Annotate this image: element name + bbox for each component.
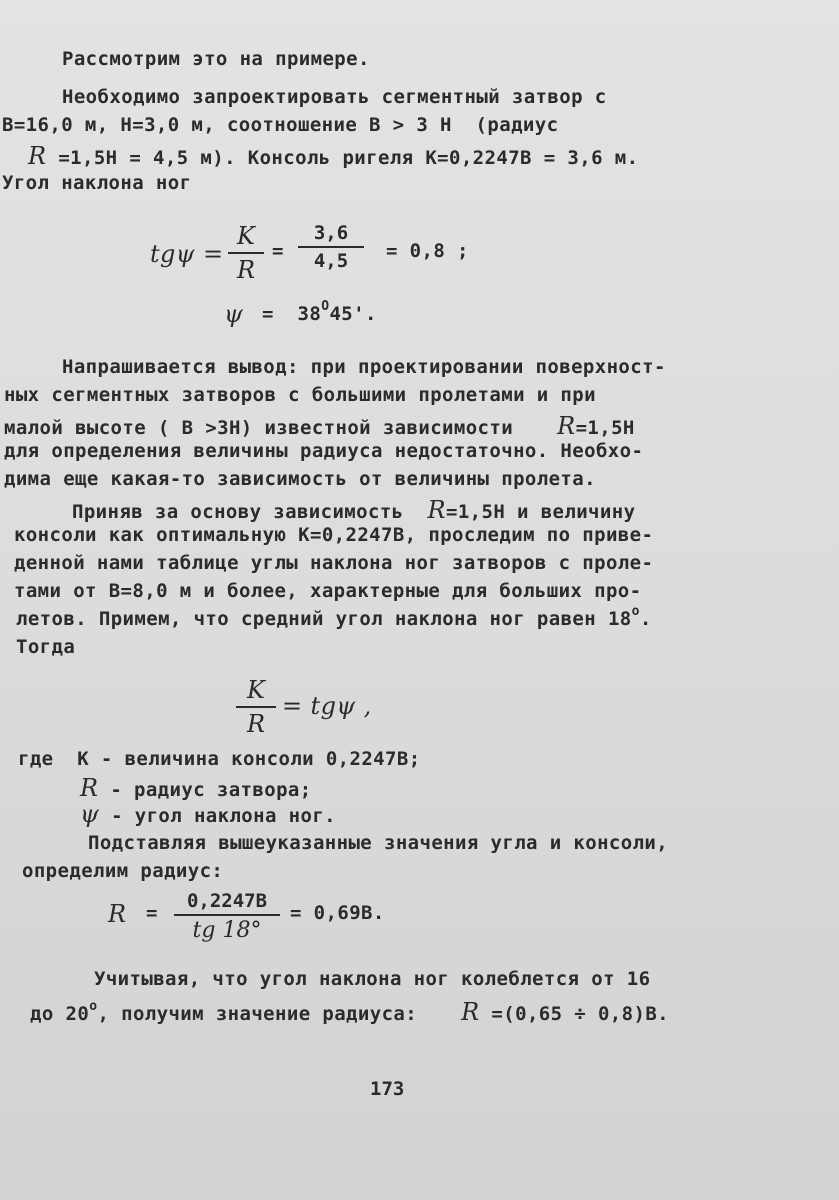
- radius-symbol: R: [427, 496, 446, 524]
- psi-symbol: ψ: [80, 800, 100, 828]
- fraction-numerator: 0,2247В: [186, 890, 268, 912]
- text-span: - радиус затвора;: [110, 779, 312, 801]
- text-line: денной нами таблице углы наклона ног затворов с проле-: [14, 552, 654, 574]
- text-span: летов. Примем, что средний угол наклона ног равен 18: [16, 608, 632, 630]
- text-line: для определения величины радиуса недостаточно. Необхо-: [4, 440, 644, 462]
- text-span: =(0,65 ÷ 0,8)В.: [491, 1003, 670, 1025]
- psi-symbol: ψ: [224, 300, 244, 328]
- radius-symbol: R: [461, 998, 480, 1026]
- text-line: тами от В=8,0 м и более, характерные для больших про-: [14, 580, 642, 602]
- fraction-denominator: R: [236, 256, 256, 284]
- text-line: Тогда: [16, 636, 76, 658]
- degree-mark: o: [89, 999, 98, 1014]
- text-line: [80, 800, 336, 828]
- text-line: [16, 604, 652, 630]
- fraction-k-over-r: [236, 676, 276, 738]
- formula-result: = 0,69В.: [290, 902, 385, 924]
- fraction-bar: [298, 246, 364, 248]
- text-span: - угол наклона ног.: [111, 805, 337, 827]
- degree-mark: o: [631, 604, 640, 619]
- equals-sign: =: [272, 240, 284, 262]
- equals-sign: =: [146, 902, 158, 924]
- text-span: =1,5Н = 4,5 м). Консоль ригеля К=0,2247В = 3,6 м.: [46, 147, 639, 169]
- text-span: малой высоте ( В >3Н) известной зависимости: [4, 417, 514, 439]
- text-span: где К: [18, 748, 90, 770]
- text-line: Рассмотрим это на примере.: [62, 48, 370, 70]
- text-span: .: [639, 608, 652, 630]
- fraction-radius: [174, 890, 280, 943]
- text-span: - величина консоли 0,2247В;: [100, 748, 421, 770]
- text-span: =1,5Н: [575, 417, 635, 439]
- text-line: [72, 496, 635, 524]
- text-span: до 20: [30, 1003, 90, 1025]
- text-line: определим радиус:: [22, 860, 224, 882]
- text-line: Угол наклона ног: [2, 172, 192, 194]
- fraction-denominator: tg 18°: [192, 918, 262, 943]
- text-span: Приняв за основу зависимость: [72, 501, 404, 523]
- angle-value: [262, 299, 377, 325]
- formula-result: = 0,8 ;: [386, 240, 469, 262]
- degree-mark: O: [321, 299, 330, 314]
- formula-tg-rhs: = tgψ ,: [282, 692, 372, 720]
- fraction-numerator: 3,6: [313, 222, 349, 244]
- text-line: Необходимо запроектировать сегментный затвор с: [62, 86, 607, 108]
- text-line: Напрашивается вывод: при проектировании поверхност-: [62, 356, 666, 378]
- fraction-numerator: K: [247, 676, 265, 704]
- fraction-3-6-over-4-5: [298, 222, 364, 272]
- text-span: = 38: [262, 303, 322, 325]
- text-line: [30, 998, 669, 1026]
- text-line: [18, 748, 421, 770]
- text-line: [28, 142, 638, 170]
- radius-symbol: R: [557, 412, 576, 440]
- fraction-bar: [236, 706, 276, 708]
- text-line: [4, 412, 635, 440]
- text-span: 45'.: [329, 303, 377, 325]
- radius-symbol: R: [80, 774, 99, 802]
- text-line: консоли как оптимальную К=0,2247В, проследим по приве-: [14, 524, 654, 546]
- fraction-bar: [174, 914, 280, 916]
- fraction-numerator: K: [237, 222, 255, 250]
- fraction-denominator: 4,5: [313, 250, 349, 272]
- fraction-k-over-r: [228, 222, 264, 284]
- text-line: [80, 774, 312, 802]
- text-line: Подставляя вышеуказанные значения угла и консоли,: [88, 832, 669, 854]
- text-line: Учитывая, что угол наклона ног колеблется от 16: [94, 968, 651, 990]
- radius-symbol: R: [28, 142, 47, 170]
- fraction-bar: [228, 252, 264, 254]
- fraction-denominator: R: [246, 710, 266, 738]
- text-line: дима еще какая-то зависимость от величины пролета.: [4, 468, 596, 490]
- text-span: , получим значение радиуса:: [97, 1003, 418, 1025]
- text-line: ных сегментных затворов с большими пролетами и при: [4, 384, 596, 406]
- page-number: 173: [370, 1078, 405, 1100]
- formula-tg-lhs: tgψ =: [150, 240, 224, 268]
- radius-symbol: R: [108, 900, 127, 928]
- text-line: В=16,0 м, Н=3,0 м, соотношение В > 3 Н (радиус: [2, 114, 559, 136]
- text-span: =1,5Н и величину: [445, 501, 636, 523]
